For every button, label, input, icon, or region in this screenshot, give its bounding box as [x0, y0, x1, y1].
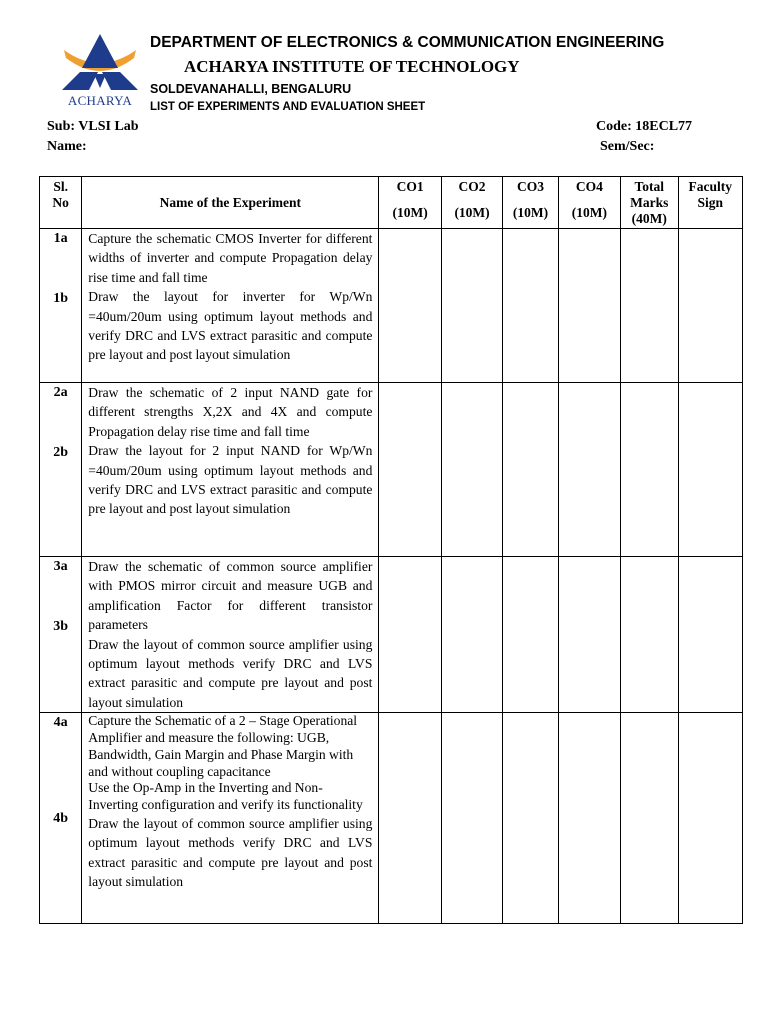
co2-cell[interactable] [441, 557, 502, 713]
co3-cell[interactable] [503, 383, 558, 557]
co4-cell[interactable] [558, 383, 620, 557]
co2-cell[interactable] [441, 713, 502, 924]
sl-no-cell: 2a 2b [40, 383, 82, 557]
co1-cell[interactable] [379, 383, 441, 557]
sem-sec-label: Sem/Sec: [600, 139, 655, 154]
sl-no-cell: 1a 1b [40, 229, 82, 383]
co1-cell[interactable] [379, 229, 441, 383]
experiment-description: Capture the schematic CMOS Inverter for different widths of inverter and compute Propagation delay rise time and fall time Draw the layout for inverter for Wp/Wn =40um/20um using optimum layout methods and verify DRC and LVS extract parasitic and compute pre layout and post layout simulation [82, 229, 379, 383]
location: SOLDEVANAHALLI, BENGALURU [150, 82, 352, 96]
header-co1: CO1 (10M) [379, 177, 441, 229]
total-cell[interactable] [621, 557, 678, 713]
header-row [40, 177, 743, 229]
sheet-title: LIST OF EXPERIMENTS AND EVALUATION SHEET [150, 101, 426, 113]
sl-no-cell: 4a 4b [40, 713, 82, 924]
co4-cell[interactable] [558, 713, 620, 924]
table-row [40, 383, 743, 557]
experiment-description: Draw the schematic of 2 input NAND gate for different strengths X,2X and 4X and compute Propagation delay rise time and fall time Draw the layout for 2 input NAND for Wp/Wn =40um/20um using optimum layout methods and verify DRC and LVS extract parasitic and compute pre layout and post layout simulation [82, 383, 379, 557]
table-row [40, 713, 743, 924]
total-cell[interactable] [621, 383, 678, 557]
experiments-table [39, 176, 743, 924]
header-experiment: Name of the Experiment [82, 177, 379, 229]
header-co4: CO4 (10M) [558, 177, 620, 229]
co3-cell[interactable] [503, 713, 558, 924]
header-sl-no: Sl. No [40, 177, 82, 229]
experiment-description: Capture the Schematic of a 2 – Stage Operational Amplifier and measure the following: UGB, Bandwidth, Gain Margin and Phase Margin with and without coupling capacitance Use the Op-Amp in the Inverting and Non-Inverting configuration and verify its functionality Draw the layout of common source amplifier using optimum layout methods verify DRC and LVS extract parasitic and compute pre layout and post layout simulation [82, 713, 379, 924]
co1-cell[interactable] [379, 557, 441, 713]
faculty-sign-cell[interactable] [678, 229, 743, 383]
header-faculty-sign: Faculty Sign [678, 177, 743, 229]
faculty-sign-cell[interactable] [678, 713, 743, 924]
co1-cell[interactable] [379, 713, 441, 924]
faculty-sign-cell[interactable] [678, 557, 743, 713]
total-cell[interactable] [621, 713, 678, 924]
header-co3: CO3 (10M) [503, 177, 558, 229]
sl-no-cell: 3a 3b [40, 557, 82, 713]
header-total-marks: Total Marks (40M) [621, 177, 678, 229]
co2-cell[interactable] [441, 229, 502, 383]
logo-center [94, 74, 106, 88]
table-row [40, 557, 743, 713]
co2-cell[interactable] [441, 383, 502, 557]
name-label: Name: [47, 139, 87, 154]
department-title: DEPARTMENT OF ELECTRONICS & COMMUNICATION ENGINEERING [150, 34, 665, 51]
faculty-sign-cell[interactable] [678, 383, 743, 557]
co3-cell[interactable] [503, 557, 558, 713]
total-cell[interactable] [621, 229, 678, 383]
institute-title: ACHARYA INSTITUTE OF TECHNOLOGY [184, 57, 520, 76]
logo-label: ACHARYA [67, 93, 133, 108]
code-label: Code: 18ECL77 [596, 119, 693, 134]
co3-cell[interactable] [503, 229, 558, 383]
header-co2: CO2 (10M) [441, 177, 502, 229]
co4-cell[interactable] [558, 557, 620, 713]
experiment-description: Draw the schematic of common source amplifier with PMOS mirror circuit and measure UGB and amplification Factor for different transistor parameters Draw the layout of common source amplifier using optimum layout methods verify DRC and LVS extract parasitic and compute pre layout and post layout simulation [82, 557, 379, 713]
logo-triangle-top [82, 34, 118, 68]
logo-triangle-right [102, 72, 138, 90]
logo-triangle-left [62, 72, 98, 90]
subject-label: Sub: VLSI Lab [47, 119, 139, 134]
table-row [40, 229, 743, 383]
co4-cell[interactable] [558, 229, 620, 383]
